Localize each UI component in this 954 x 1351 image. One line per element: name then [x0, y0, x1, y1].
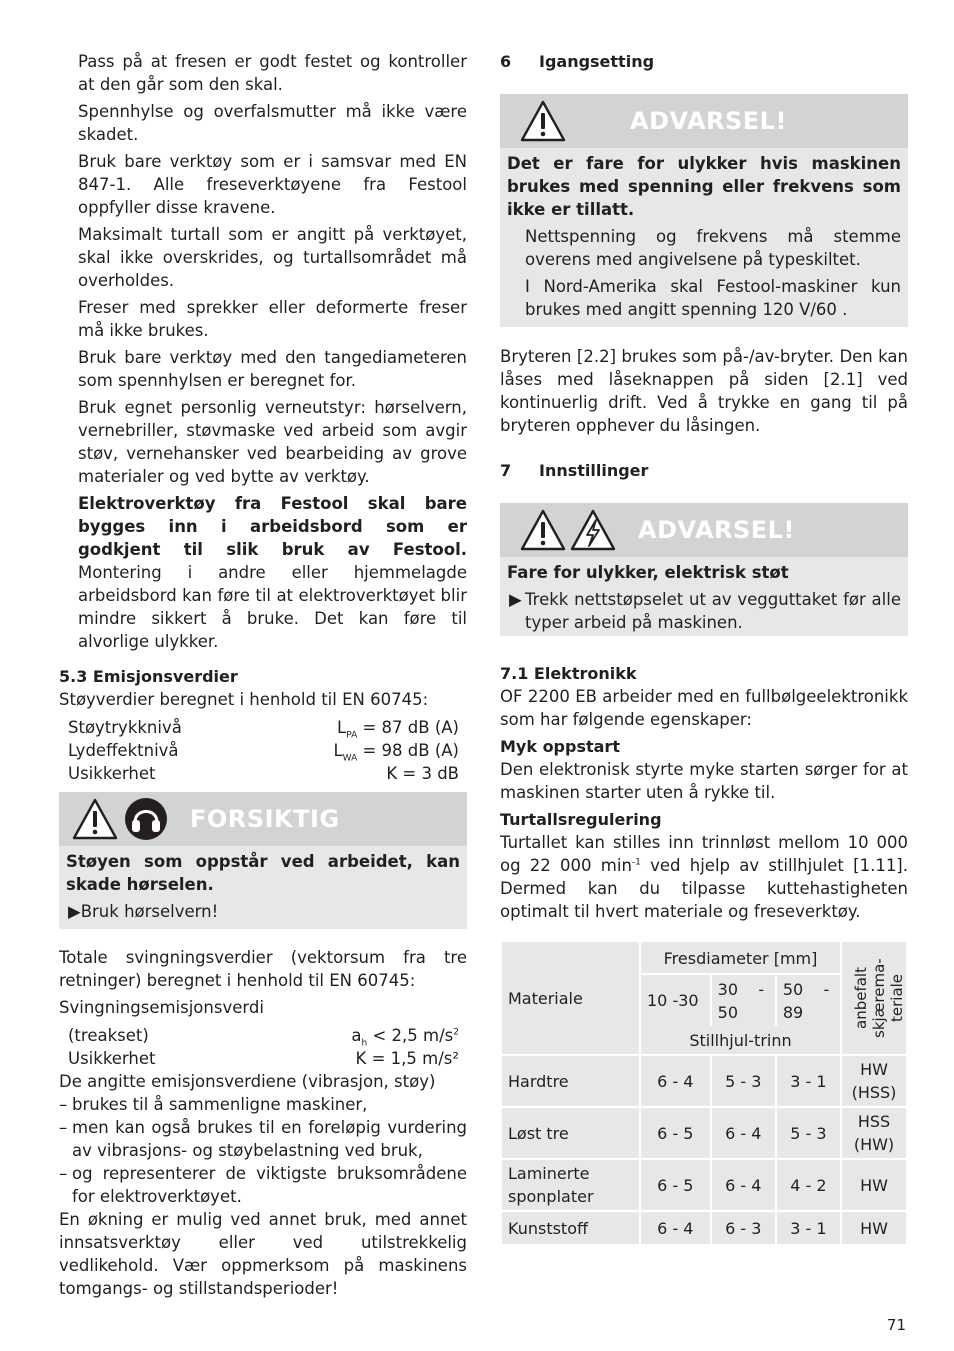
noise-row: Lydeffektnivå $L_{WA} = 98$ dB (A) [68, 741, 459, 764]
section-heading-7-1: 7.1 Elektronikk [500, 664, 637, 683]
table-diam-range: 30 - 50 [711, 974, 776, 1026]
electric-shock-icon [570, 508, 616, 552]
arrow-icon: ▶ [68, 902, 81, 921]
dash-list [59, 1093, 467, 1208]
bench-warning-strong: Elektroverktøy fra Festool skal bare bygges inn i arbeidsbord som er godkjent til slik bruk av Festool. [78, 494, 467, 559]
dash-item: – men kan også brukes til en foreløpig vurdering av vibrasjons- og støybelastning ved bruk, [59, 1118, 467, 1160]
table-header-diameter: Fresdiameter [mm] [640, 941, 841, 974]
table-row: Hardtre 6 - 4 5 - 3 3 - 1 HW (HSS) [501, 1055, 907, 1107]
switch-text: Bryteren [2.2] brukes som på-/av-bryter. Den kan låses med låseknappen på siden [2.1] ved kontinuerlig drift. Ved å trykke en gang til på bryteren opphever du låsingen. [500, 347, 908, 435]
warning-body [500, 148, 908, 327]
noise-intro: Støyverdier beregnet i henhold til EN 60745: [59, 690, 429, 709]
hearing-protection-icon [124, 797, 168, 841]
warning-box-voltage [500, 94, 908, 327]
caution-title: FORSIKTIG [190, 804, 340, 833]
dash-item: – og representerer de viktigste bruksområdene for elektroverktøyet. [59, 1164, 467, 1206]
left-column [59, 50, 467, 1304]
warning-item: I Nord-Amerika skal Festool-maskiner kun brukes med angitt spenning 120 V/60 . [525, 277, 901, 319]
closing-text: En økning er mulig ved annet bruk, med annet innsatsverktøy eller ved utilstrekkelig vedlikehold. Vær oppmerksom på maskinens tomgangs- og stillstandsperioder! [59, 1210, 467, 1298]
safety-item: Bruk bare verktøy med den tangediameteren som spennhylsen er beregnet for. [78, 348, 467, 390]
table-row: Løst tre 6 - 5 6 - 4 5 - 3 HSS (HW) [501, 1107, 907, 1159]
vibration-label: Svingningsemisjonsverdi [59, 998, 264, 1017]
vibration-row: Usikkerhet K = 1,5 m/s² [68, 1049, 459, 1068]
right-column [500, 50, 908, 1246]
soft-start-text: Den elektronisk styrte myke starten sørger for at maskinen starter uten å rykke til. [500, 760, 908, 802]
warning-item: Nettspenning og frekvens må stemme overens med angivelsene på typeskiltet. [525, 227, 901, 269]
table-row: Kunststoff 6 - 4 6 - 3 3 - 1 HW [501, 1211, 907, 1245]
warning-triangle-icon [72, 797, 118, 841]
electronics-text: OF 2200 EB arbeider med en fullbølgeelektronikk som har følgende egenskaper: [500, 687, 908, 729]
table-diam-range: 50 - 89 [776, 974, 841, 1026]
table-header-step: Stillhjul-trinn [640, 1026, 841, 1055]
dash-item: – brukes til å sammenligne maskiner, [59, 1095, 368, 1114]
table-row: Laminerte sponplater 6 - 5 6 - 4 4 - 2 HW [501, 1159, 907, 1211]
bench-warning-rest: Montering i andre eller hjemmelagde arbeidsbord kan føre til at elektroverktøyet blir mindre sikkert å bruke. Det kan føre til alvorlige ulykker. [78, 563, 467, 651]
safety-item: Freser med sprekker eller deformerte freser må ikke brukes. [78, 298, 467, 340]
soft-start-heading: Myk oppstart [500, 737, 620, 756]
safety-item: Spennhylse og overfalsmutter må ikke være skadet. [78, 102, 467, 144]
section-heading-5-3: 5.3 Emisjonsverdier [59, 667, 238, 686]
speed-heading: Turtallsregulering [500, 810, 662, 829]
speed-table [500, 940, 908, 1246]
table-header-recommended: anbefalt skjærema-teriale [841, 941, 907, 1055]
caution-box [59, 792, 467, 929]
vibration-values [59, 1024, 467, 1070]
warning-title: ADVARSEL! [630, 106, 787, 135]
arrow-icon: ▶ [509, 590, 522, 609]
caution-text: Støyen som oppstår ved arbeidet, kan skade hørselen. [66, 852, 460, 894]
safety-item-bench [59, 492, 467, 653]
vibration-row: (treakset) $a_h < 2,5$ $m/s^2$ [68, 1026, 459, 1049]
speed-text: Turtallet kan stilles inn trinnløst mellom 10 000 og 22 000 $\min^{-1}$ ved hjelp av stillhjulet [1.11]. Dermed kan du tilpasse kuttehastigheten optimalt til hvert materiale og freseverktøy. [500, 833, 908, 921]
warning-action: ▶ Trekk nettstøpselet ut av vegguttaket før alle typer arbeid på maskinen. [509, 590, 901, 632]
vibration-intro: Totale svingningsverdier (vektorsum fra tre retninger) beregnet i henhold til EN 60745: [59, 948, 467, 990]
warning-header [500, 94, 908, 148]
page-number: 71 [886, 1316, 906, 1334]
noise-row: Usikkerhet K = 3 dB [68, 764, 459, 783]
warning-text: Fare for ulykker, elektrisk støt [507, 563, 789, 582]
safety-item: Bruk egnet personlig verneutstyr: hørselvern, vernebriller, støvmaske ved arbeid som avgir støv, vernehansker ved bearbeiding av grove materialer og ved bytte av verktøy. [78, 398, 467, 486]
warning-triangle-icon [520, 508, 566, 552]
section-heading-7: 7 Innstillinger [500, 461, 649, 480]
warning-body [500, 557, 908, 636]
emission-declaration: De angitte emisjonsverdiene (vibrasjon, støy) [59, 1072, 436, 1091]
warning-triangle-icon [520, 99, 566, 143]
warning-header [500, 503, 908, 557]
noise-row: Støytrykknivå $L_{PA} = 87$ dB (A) [68, 718, 459, 741]
safety-item: Pass på at fresen er godt festet og kontroller at den går som den skal. [78, 52, 467, 94]
warning-box-shock [500, 503, 908, 636]
warning-title: ADVARSEL! [638, 515, 795, 544]
safety-item: Maksimalt turtall som er angitt på verktøyet, skal ikke overskrides, og turtallsområdet må overholdes. [78, 225, 467, 290]
noise-values [59, 716, 467, 785]
caution-body [59, 846, 467, 929]
table-header-material: Materiale [501, 941, 640, 1055]
safety-item: Bruk bare verktøy som er i samsvar med EN 847-1. Alle freseverktøyene fra Festool oppfyller disse kravene. [78, 152, 467, 217]
caution-action: ▶Bruk hørselvern! [68, 902, 219, 921]
section-heading-6: 6 Igangsetting [500, 52, 655, 71]
table-diam-range: 10 -30 [640, 974, 711, 1026]
warning-text: Det er fare for ulykker hvis maskinen brukes med spenning eller frekvens som ikke er tillatt. [507, 154, 901, 219]
caution-header [59, 792, 467, 846]
